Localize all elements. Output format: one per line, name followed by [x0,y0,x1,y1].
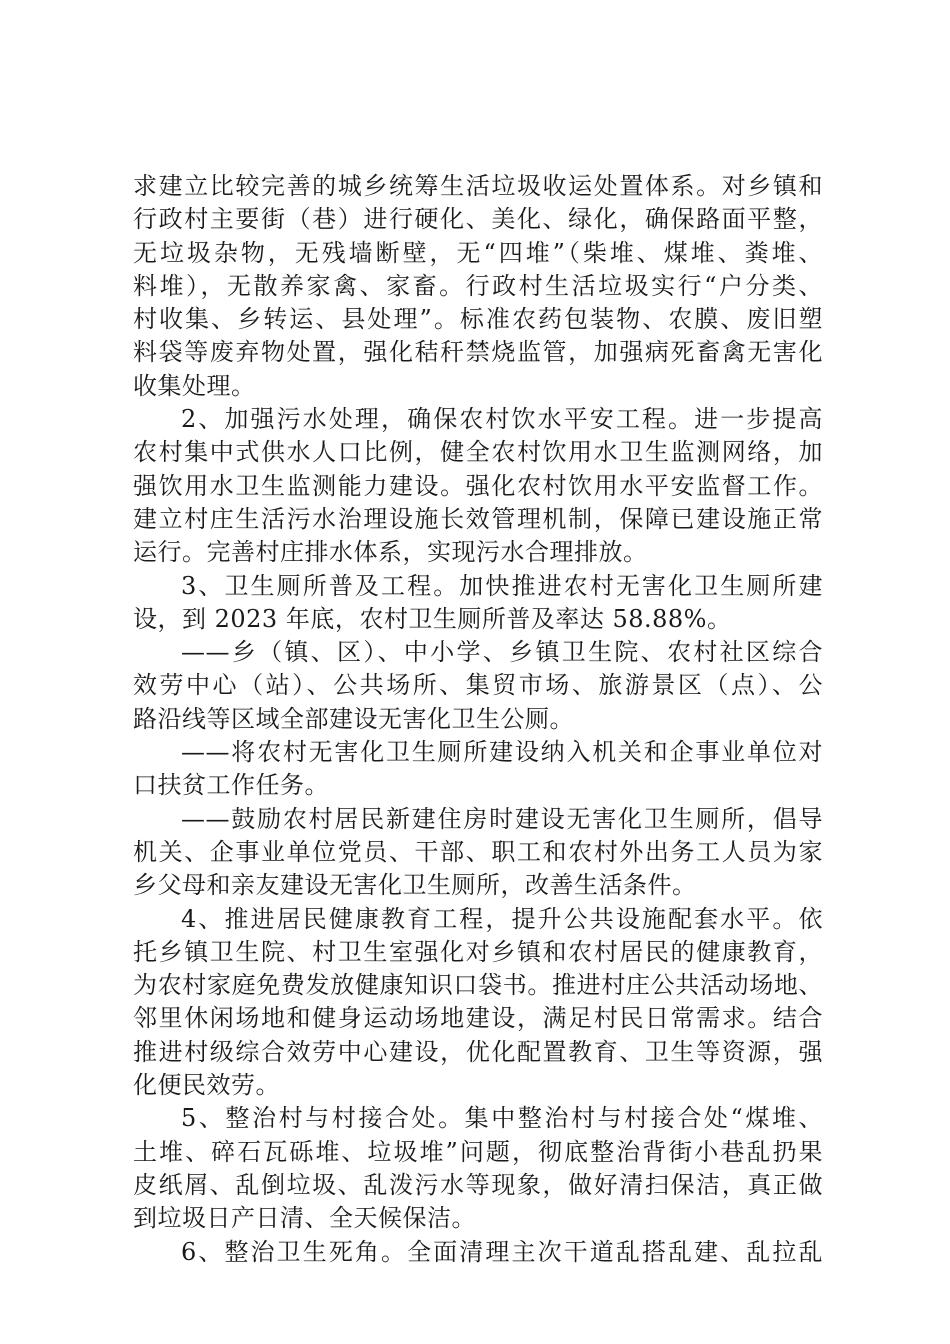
text-line: 到垃圾日产日清、全天候保洁。 [133,1204,476,1233]
text-line: 机关、企事业单位党员、干部、职工和农村外出务工人员为家 [133,837,823,866]
text-line: 农村集中式供水人口比例，健全农村饮用水卫生监测网络，加 [133,438,823,467]
text-line: 6、整治卫生死角。全面清理主次干道乱搭乱建、乱拉乱 [181,1237,823,1266]
text-line: 3、卫生厕所普及工程。加快推进农村无害化卫生厕所建 [181,571,823,600]
text-line: 建立村庄生活污水治理设施长效管理机制，保障已建设施正常 [133,504,823,533]
text-line: 运行。完善村庄排水体系，实现污水合理排放。 [133,538,648,567]
body-text [133,170,823,1269]
text-line: 料袋等废弃物处置，强化秸秆禁烧监管，加强病死畜禽无害化 [133,338,823,367]
text-line: 2、加强污水处理，确保农村饮水平安工程。进一步提高 [181,405,823,434]
text-line: 路沿线等区域全部建设无害化卫生公厕。 [133,704,574,733]
text-line: 行政村主要街（巷）进行硬化、美化、绿化，确保路面平整， [133,205,823,234]
text-line: 强饮用水卫生监测能力建设。强化农村饮用水平安监督工作。 [133,471,823,500]
text-line: 无垃圾杂物，无残墙断壁，无“四堆”（柴堆、煤堆、粪堆、 [133,238,823,267]
text-line: 料堆），无散养家禽、家畜。行政村生活垃圾实行“户分类、 [133,271,823,300]
text-line: 5、整治村与村接合处。集中整治村与村接合处“煤堆、 [181,1104,823,1133]
text-line: 为农村家庭免费发放健康知识口袋书。推进村庄公共活动场地、 [133,971,823,1000]
text-line: 推进村级综合效劳中心建设，优化配置教育、卫生等资源，强 [133,1037,823,1066]
text-line: ——将农村无害化卫生厕所建设纳入机关和企事业单位对 [181,738,823,767]
text-line: ——鼓励农村居民新建住房时建设无害化卫生厕所，倡导 [181,804,823,833]
text-line: ——乡（镇、区）、中小学、乡镇卫生院、农村社区综合 [181,638,823,667]
text-line: 土堆、碎石瓦砾堆、垃圾堆”问题，彻底整治背街小巷乱扔果 [133,1137,823,1166]
text-line: 皮纸屑、乱倒垃圾、乱泼污水等现象，做好清扫保洁，真正做 [133,1170,823,1199]
text-line: 4、推进居民健康教育工程，提升公共设施配套水平。依 [181,904,823,933]
text-line: 邻里休闲场地和健身运动场地建设，满足村民日常需求。结合 [133,1004,823,1033]
text-line: 乡父母和亲友建设无害化卫生厕所，改善生活条件。 [133,871,697,900]
text-line: 村收集、乡转运、县处理”。标准农药包装物、农膜、废旧塑 [133,305,823,334]
text-line: 托乡镇卫生院、村卫生室强化对乡镇和农村居民的健康教育， [133,937,823,966]
text-line: 口扶贫工作任务。 [133,771,329,800]
text-line: 效劳中心（站）、公共场所、集贸市场、旅游景区（点）、公 [133,671,823,700]
text-line: 设，到 2023 年底，农村卫生厕所普及率达 58.88%。 [133,604,732,633]
text-line: 化便民效劳。 [133,1071,280,1100]
text-line: 求建立比较完善的城乡统筹生活垃圾收运处置体系。对乡镇和 [133,172,823,200]
text-line: 收集处理。 [133,371,256,400]
